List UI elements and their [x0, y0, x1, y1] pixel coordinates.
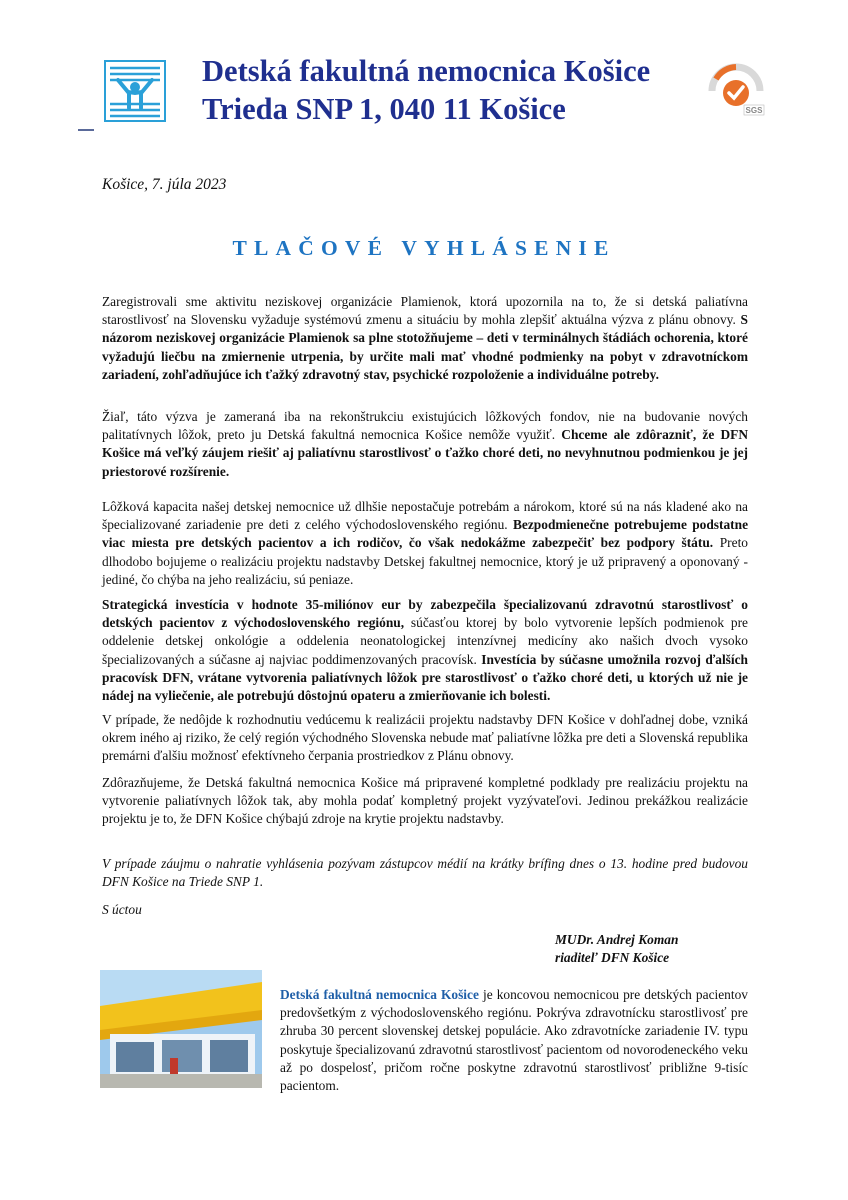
signature: [555, 931, 678, 967]
paragraph-6: Zdôrazňujeme, že Detská fakultná nemocnica Košice má pripravené kompletné podklady pre realizáciu projektu na vytvorenie paliatívnych lôžok tak, aby mohla podať kompletný projekt vyzývateľovi. Jedinou prekážkou realizácie projektu je to, že DFN Košice chýbajú zdroje na krytie projektu nadstavby.: [102, 775, 748, 827]
paragraph-1-emphasis: S názorom neziskovej organizácie Plamienok sa plne stotožňujeme – deti v terminálnych štádiách ochorenia, ktoré vyžadujú liečbu na zmiernenie utrpenia, by určite mali mať vhodné podmienky na pobyt v zdravotníckom zariadení, zohľadňujúce ich ťažký zdravotný stav, psychické rozpoloženie a individuálne potreby.: [102, 312, 748, 382]
header-divider: [78, 129, 94, 131]
paragraph-4-emphasis: Strategická investícia v hodnote 35-miliónov eur by zabezpečila špecializovanú zdravotnú starostlivosť o detských pacientov z východoslovenského regiónu,: [102, 597, 748, 631]
paragraph-2-emphasis: Chceme ale zdôrazniť, že DFN Košice má veľký záujem riešiť aj paliatívnu starostlivosť o ťažko choré deti, no nevyhnutnou podmienkou je jej priestorové rozšírenie.: [102, 427, 748, 479]
signature-name: MUDr. Andrej Koman: [555, 932, 679, 947]
about-organization-name: Detská fakultná nemocnica Košice: [280, 987, 479, 1002]
paragraph-3-emphasis: Bezpodmienečne potrebujeme podstatne viac miesta pre detských pacientov a ich rodičov, čo však nedokážme zabezpečiť bez podpory štátu.: [102, 517, 749, 551]
sgs-certification-logo: [706, 55, 766, 117]
sgs-logo-text: SGS: [745, 106, 763, 115]
paragraph-7: V prípade záujmu o nahratie vyhlásenia pozývam zástupcov médií na krátky brífing dnes o 13. hodine pred budovou DFN Košice na Triede SNP 1.: [102, 856, 748, 890]
paragraph-4-text: súčasťou ktorej by bolo vytvorenie lepších podmienok pre oddelenie detskej onkológie a oddelenia neonatologickej intenzívnej medicíny ako našich dvoch vysoko špecializovaných a súčasne aj najviac poddimenzovaných pracovísk.: [102, 615, 748, 667]
paragraph-4-emphasis-end: Investícia by súčasne umožnila rozvoj ďalších pracovísk DFN, vrátane vytvorenia paliatívnych lôžok pre starostlivosť o ťažko choré deti, u ktorých už nie je nádej na vyliečenie, ale potrebujú dôstojnú opateru a zmierňovanie ich bolesti.: [102, 651, 748, 704]
paragraph-1-text: Zaregistrovali sme aktivitu neziskovej organizácie Plamienok, ktorá upozornila na to, že si detská paliatívna starostlivosť na Slovensku vyžaduje systémovú zmenu a situáciu by mohla zlepšiť aktuálna výzva z plánu obnovy.: [102, 294, 748, 328]
paragraph-4: [102, 596, 748, 705]
hospital-logo: [104, 60, 166, 122]
paragraph-3: [102, 498, 748, 589]
paragraph-2: [102, 408, 748, 481]
signature-role: riaditeľ DFN Košice: [555, 950, 670, 965]
document-heading: TLAČOVÉ VYHLÁSENIE: [232, 236, 616, 260]
paragraph-2-text: Žiaľ, táto výzva je zameraná iba na rekonštrukciu existujúcich lôžkových fondov, nie na budovanie nových palitatívnych lôžok, preto ju Detská fakultná nemocnica Košice nemôže využiť.: [102, 409, 748, 443]
paragraph-5: V prípade, že nedôjde k rozhodnutiu vedúcemu k realizácii projektu nadstavby DFN Košice v dohľadnej dobe, vzniká okrem iného aj riziko, že celý región východného Slovenska nebude mať paliatívne lôžka pre deti a Slovenská republika premárni ďalšiu možnosť efektívneho čerpania prostriedkov z Plánu obnovy.: [102, 712, 748, 764]
about-hospital: [280, 986, 748, 1095]
header-title-line1: Detská fakultná nemocnica Košice: [202, 54, 651, 88]
header-title: [202, 52, 650, 128]
paragraph-3-text: Lôžková kapacita našej detskej nemocnice už dlhšie nepostačuje potrebám a nárokom, ktoré sú na nás kladené ako na špecializované zariadenie pre deti z celého východoslovenského regiónu.: [102, 499, 748, 533]
document-date: Košice, 7. júla 2023: [102, 176, 227, 193]
closing-greeting: S úctou: [102, 902, 142, 917]
paragraph-3-text-end: Preto dlhodobo bojujeme o realizáciu projektu nadstavby Detskej fakultnej nemocnice, ktorý je už pripravený a oponovaný - jediné, čo chýba na jeho realizáciu, sú peniaze.: [102, 535, 748, 587]
about-description: je koncovou nemocnicou pre detských pacientov predovšetkým z východoslovenského regiónu. Pokrýva zdravotnícku starostlivosť pre zhruba 30 percent slovenskej detskej populácie. Ako zdravotnícke zariadenie IV. typu poskytuje špecializovanú zdravotnú starostlivosť pacientom od novorodeneckého veku až po dospelosť, pričom ročne poskytne zdravotnú starostlivosť približne 9-tisíc pacientom.: [280, 987, 748, 1094]
paragraph-1: [102, 293, 748, 384]
header-title-line2: Trieda SNP 1, 040 11 Košice: [202, 92, 566, 126]
hospital-building-photo: [100, 970, 262, 1088]
